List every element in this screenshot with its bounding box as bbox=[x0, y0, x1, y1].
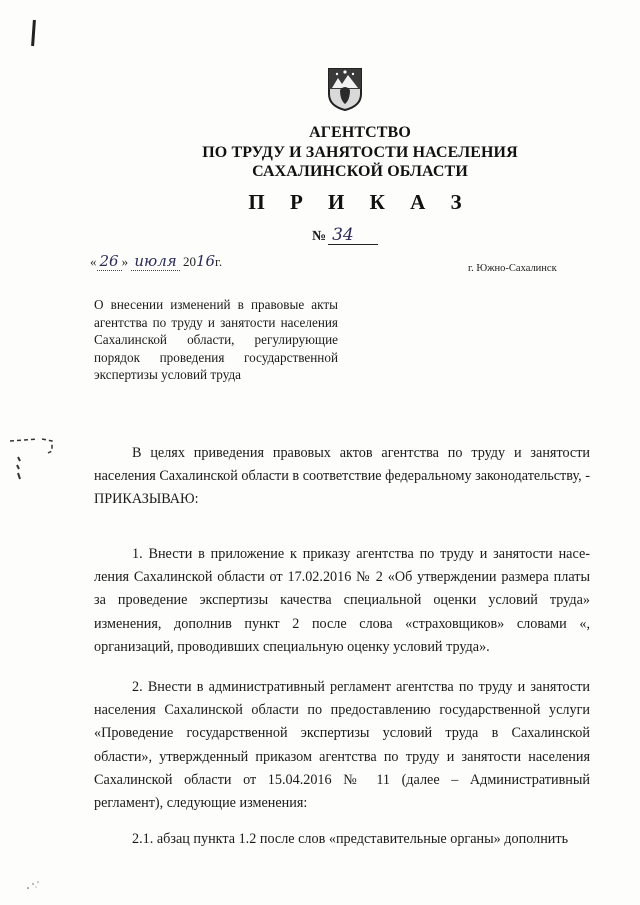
order-number-label: № bbox=[312, 229, 327, 244]
scan-artifact-bracket bbox=[8, 435, 54, 485]
date-close-quote: » bbox=[121, 254, 129, 269]
paragraph-item-2: 2. Внести в административный регламент агентства по труду и занятости населения Сахалинской области по предоставлению государственной услуги «Проведение государственной экспертизы условий труда в Сахалинской области», утвержденный приказом агентства по труду и занятости населения Сахалинской области от 15.04.2016 № 11 (далее – Административный регламент), следующие изменения: bbox=[94, 679, 590, 812]
order-number-value: 34 bbox=[328, 226, 378, 245]
date-day: 26 bbox=[97, 252, 122, 271]
agency-name-line-3: САХАЛИНСКОЙ ОБЛАСТИ bbox=[252, 163, 468, 180]
date-year-prefix: 20 bbox=[182, 254, 196, 269]
sakhalin-coat-of-arms-icon bbox=[326, 66, 364, 112]
scan-artifact-specks bbox=[24, 878, 48, 892]
order-date bbox=[90, 252, 222, 271]
issue-city: г. Южно-Сахалинск bbox=[468, 263, 557, 274]
date-open-quote: « bbox=[90, 254, 97, 269]
date-year-end: г. bbox=[215, 254, 223, 269]
agency-name-line-2: ПО ТРУДУ И ЗАНЯТОСТИ НАСЕЛЕНИЯ bbox=[202, 144, 518, 161]
order-title: П Р И К А З bbox=[248, 190, 472, 214]
date-year-suffix: 16 bbox=[195, 252, 216, 270]
order-subject: О внесении изменений в правовые акты агентства по труду и занятости населения Сахалинской области, регулирующие порядок проведения государственной экспертизы условий труда bbox=[94, 297, 338, 382]
paragraph-item-2-1: 2.1. абзац пункта 1.2 после слов «представительные органы» дополнить bbox=[132, 831, 569, 847]
agency-name-line-1: АГЕНТСТВО bbox=[309, 124, 411, 141]
order-number bbox=[312, 226, 378, 245]
date-month: июля bbox=[131, 252, 179, 271]
paragraph-intro: В целях приведения правовых актов агентства по труду и занятости населения Сахалинской области в соответствие федеральному законодательству, - ПРИКАЗЫВАЮ: bbox=[94, 445, 590, 508]
scan-artifact-mark bbox=[31, 20, 36, 46]
paragraph-item-1: 1. Внести в приложение к приказу агентства по труду и занятости населения Сахалинской области от 17.02.2016 № 2 «Об утверждении размера платы за проведение экспертизы качества специальной оценки условий труда» изменения, дополнив пункт 2 после слова «страховщиков» словами «, организаций, проводивших специальную оценку условий труда». bbox=[94, 546, 590, 655]
